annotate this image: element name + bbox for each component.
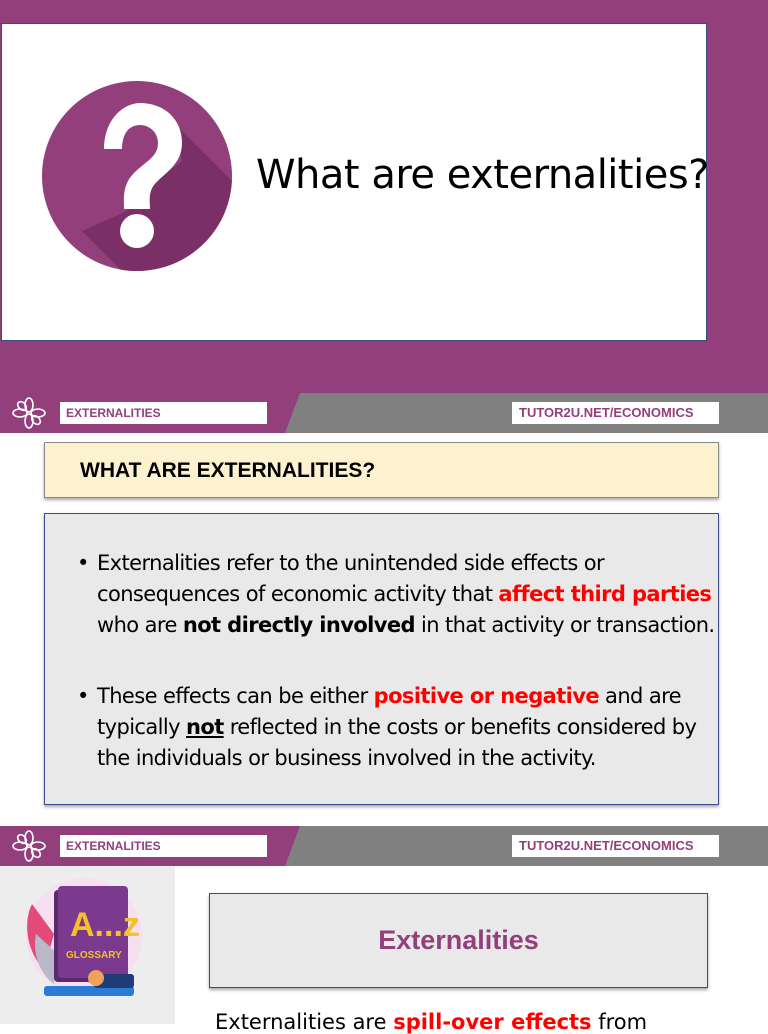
glossary-book-icon (14, 874, 154, 1004)
glossary-letters: A...z (70, 906, 140, 944)
highlight-text: positive or negative (373, 684, 599, 708)
slide-title: What are externalities? (256, 152, 709, 198)
text-run: reflected in the costs or benefits considered by the individuals or business involved in the activity. (97, 715, 697, 770)
question-mark-icon (42, 81, 232, 271)
term-title: Externalities (378, 925, 539, 955)
text-run: These effects can be either (97, 684, 374, 708)
footer-bar (0, 393, 768, 433)
term-box (209, 893, 708, 988)
partial-definition (215, 1010, 647, 1034)
text-run: Externalities are (215, 1010, 394, 1034)
topic-label: EXTERNALITIES (60, 402, 267, 424)
underlined-text: not (186, 715, 224, 739)
section-heading-text: WHAT ARE EXTERNALITIES? (80, 459, 376, 482)
glossary-label: GLOSSARY (66, 950, 122, 961)
highlight-text: affect third parties (498, 582, 712, 606)
bold-text: not directly involved (182, 613, 415, 637)
site-link[interactable]: TUTOR2U.NET/ECONOMICS (512, 835, 719, 857)
title-slide (0, 0, 768, 393)
bullet-item (77, 681, 717, 774)
flower-logo-icon (12, 397, 46, 429)
text-run: Externalities refer to the unintended side effects or consequences of economic activity that (97, 551, 605, 606)
text-run: and are typically (97, 684, 681, 739)
text-run: from (591, 1010, 648, 1034)
footer-bar (0, 826, 768, 866)
flower-logo-icon (12, 830, 46, 862)
bullet-dot-icon: • (77, 551, 89, 575)
text-run: who are (97, 613, 183, 637)
topic-label: EXTERNALITIES (60, 835, 267, 857)
site-link[interactable]: TUTOR2U.NET/ECONOMICS (512, 402, 719, 424)
bullet-dot-icon: • (77, 684, 89, 708)
section-heading (44, 442, 719, 498)
highlight-text: spill-over effects (393, 1010, 592, 1034)
text-run: in that activity or transaction. (414, 613, 715, 637)
bullet-item (77, 548, 717, 641)
definition-box (44, 513, 719, 805)
